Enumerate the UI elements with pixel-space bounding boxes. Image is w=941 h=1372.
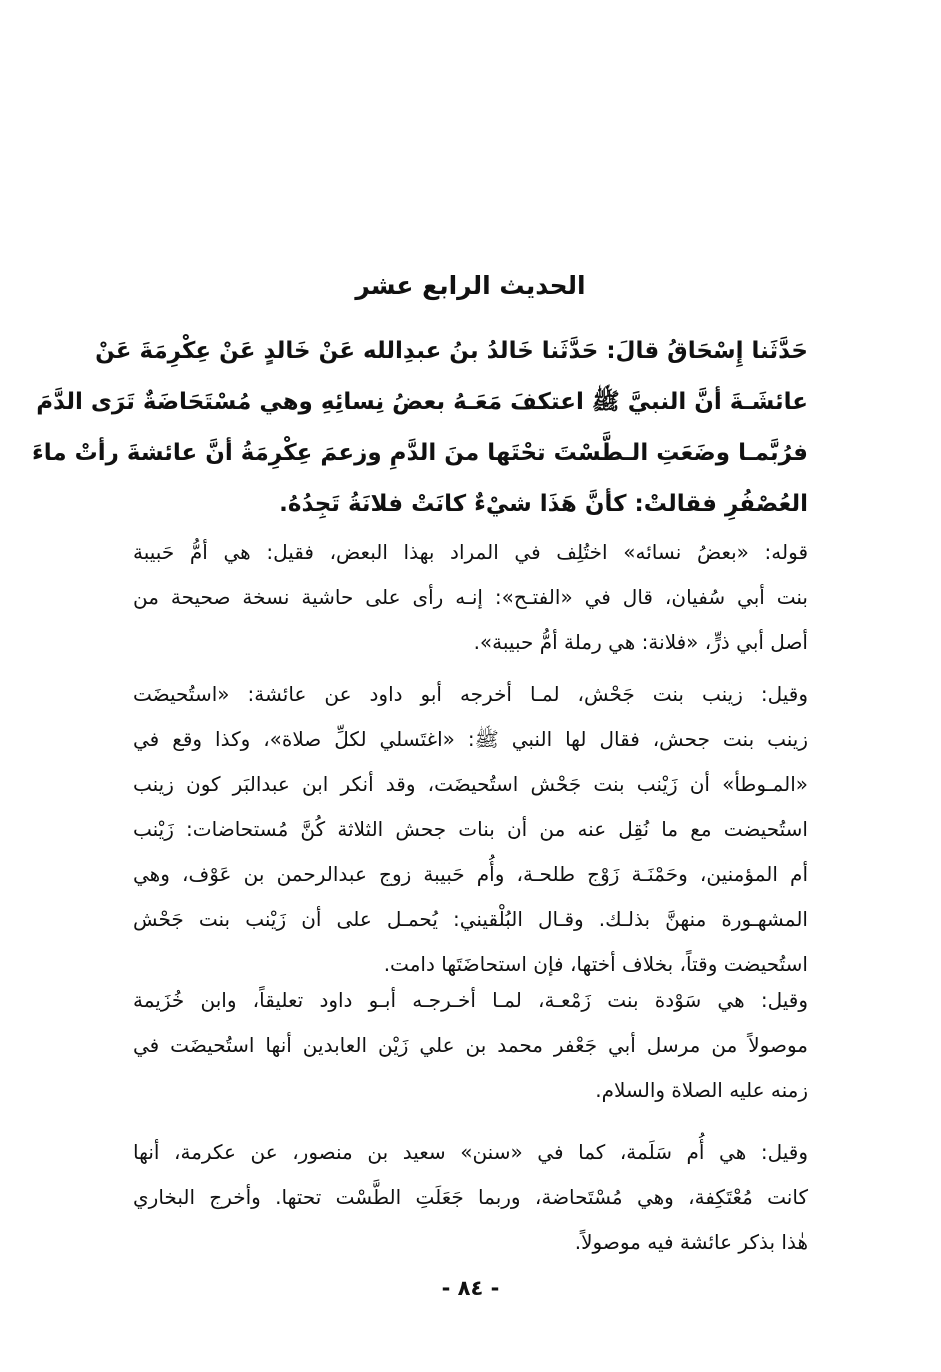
hadith-line: حَدَّثَنا إِسْحَاقُ قالَ: حَدَّثَنا خَالدُ بنُ عبدِالله عَنْ خَالدٍ عَنْ عِكْرِمَةَ عَنْ [95,338,808,364]
commentary-line: هٰذا بذكر عائشة فيه موصولاً. [574,1230,808,1254]
hadith-line: العُصْفُرِ فقالتْ: كأنَّ هَذَا شيْءٌ كانَتْ فلانَةُ تَجِدُهُ. [279,491,808,517]
commentary-line: أم المؤمنين، وحَمْنَـة زَوْج طلحـة، وأُم حَبيبة زوج عبدالرحمن بن عَوْف، وهي [133,862,808,886]
commentary-line: المشهـورة منهنَّ بذلـك. وقـال البُلْقيني: يُحمـل على أن زَيْنب بنت جَحْش [133,907,808,931]
commentary-paragraph [133,978,808,1113]
commentary-line: استُحيضت وقتاً، بخلاف أختها، فإن استحاضَتَها دامت. [383,952,808,976]
hadith-line: عائشَـةَ أنَّ النبيَّ ﷺ اعتكفَ مَعَـهُ بعضُ نِسائِهِ وهي مُسْتَحَاضَةٌ تَرَى الدَّمَ [36,389,808,415]
commentary-paragraph [133,1130,808,1265]
commentary-line: زينب بنت جحش، فقال لها النبي ﷺ: «اغتَسلي لكلِّ صلاة»، وكذا وقع في [133,727,808,751]
commentary-line: «المـوطأ» أن زَيْنب بنت جَحْش استُحيضَت، وقد أنكر ابن عبدالبَر كون زينب [133,772,808,796]
page-number: - ٨٤ - [441,1276,500,1300]
commentary-line: وقيل: هي سَوْدة بنت زَمْعـة، لمـا أخـرجـه أبـو داود تعليقاً، وابن خُزَيمة [133,988,808,1012]
commentary-line: قوله: «بعضُ نسائه» اختُلِف في المراد بهذا البعض، فقيل: هي أمُّ حَبيبة [133,540,808,564]
commentary-line: كانت مُعْتَكِفة، وهي مُسْتَحاضة، وربما جَعَلَتِ الطَّسْت تحتها. وأخرج البخاري [133,1185,808,1209]
commentary-paragraph [133,530,808,665]
commentary-line: أصل أبي ذرٍّ، «فلانة: هي رملة أمُّ حبيبة». [473,630,808,654]
commentary-line: زمنه عليه الصلاة والسلام. [595,1078,808,1102]
section-heading: الحديث الرابع عشر [355,271,586,300]
commentary-line: موصولاً من مرسل أبي جَعْفر محمد بن علي زَيْن العابدين أنها استُحيضَت في [133,1033,808,1057]
commentary-line: وقيل: زينب بنت جَحْش، لمـا أخرجه أبو داود عن عائشة: «استُحيضَت [133,682,808,706]
commentary-line: استُحيضت مع ما نُقِل عنه من أن بنات جحش الثلاثة كُنَّ مُستحاضات: زَيْنب [133,817,808,841]
commentary-paragraph [133,672,808,987]
hadith-line: فرُبَّمـا وضَعَتِ الـطَّسْتَ تحْتَها منَ الدَّمِ وزعمَ عِكْرِمَةُ أنَّ عائشةَ رأتْ ماءَ [31,440,808,466]
commentary-line: وقيل: هي أُم سَلَمة، كما في «سنن» سعيد بن منصور، عن عكرمة، أنها [133,1140,808,1164]
hadith-text [31,326,808,530]
commentary-line: بنت أبي سُفيان، قال في «الفتـح»: إنـه رأى على حاشية نسخة صحيحة من [133,585,808,609]
